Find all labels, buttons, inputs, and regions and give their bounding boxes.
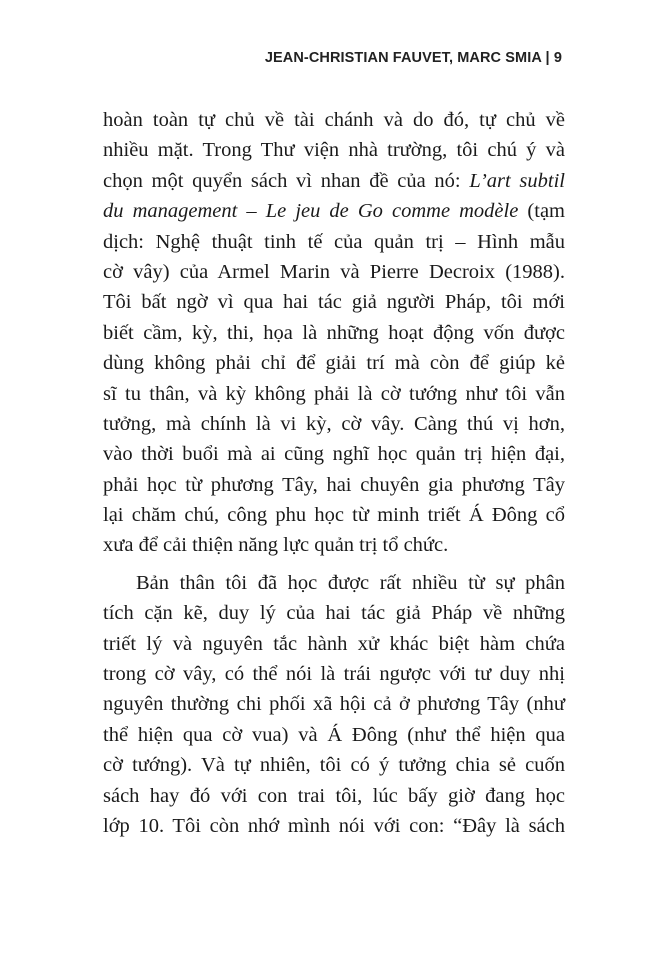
text-line: nguyên thường chi phối xã hội cả ở phương Tây (như [103, 693, 565, 716]
text-line: sách hay đó với con trai tôi, lúc bấy giờ đang học [103, 784, 565, 807]
paragraph-1 [103, 105, 565, 561]
text-line: Tôi bất ngờ vì qua hai tác giả người Pháp, tôi mới [103, 291, 565, 314]
book-title-italic: du management – Le jeu de Go comme modèle [103, 200, 519, 223]
text-line: dùng không phải chỉ để giải trí mà còn để giúp kẻ [103, 352, 565, 375]
paragraph-2 [103, 568, 565, 842]
text-line: trong cờ vây, có thể nói là trái ngược với tư duy nhị [103, 663, 565, 686]
text-line: xưa để cải thiện năng lực quản trị tổ chức. [103, 534, 449, 557]
body-text [103, 105, 565, 841]
running-head-authors: JEAN-CHRISTIAN FAUVET, MARC SMIA [264, 50, 542, 66]
text-line: tưởng, mà chính là vi kỳ, cờ vây. Càng thú vị hơn, [103, 412, 565, 435]
text-line: dịch: Nghệ thuật tinh tế của quản trị – Hình mẫu [103, 230, 565, 253]
text-line: hoàn toàn tự chủ về tài chánh và do đó, tự chủ về [103, 109, 565, 131]
text-line [103, 166, 565, 196]
running-head-separator: | [545, 50, 550, 66]
text-line: thể hiện qua cờ vua) và Á Đông (như thể hiện qua [103, 723, 565, 746]
text-line: phải học từ phương Tây, hai chuyên gia phương Tây [103, 473, 565, 496]
text-line: biết cầm, kỳ, thi, họa là những hoạt động vốn được [103, 321, 565, 344]
text-line: nhiều mặt. Trong Thư viện nhà trường, tôi chú ý và [103, 139, 565, 162]
text-line: tích cặn kẽ, duy lý của hai tác giả Pháp về những [103, 602, 565, 625]
text-segment: chọn một quyển sách vì nhan đề của nó: [103, 169, 470, 192]
text-line: sĩ tu thân, và kỳ không phải là cờ tướng như tôi vẫn [103, 382, 565, 405]
text-segment: (tạm [518, 200, 565, 223]
text-line: lại chăm chú, công phu học từ minh triết Á Đông cổ [103, 504, 565, 527]
book-title-italic: L’art subtil [469, 169, 565, 192]
text-line: vào thời buổi mà ai cũng nghĩ học quản trị hiện đại, [103, 443, 565, 466]
running-head [265, 50, 562, 66]
text-line: Bản thân tôi đã học được rất nhiều từ sự phân [136, 571, 565, 594]
text-line: cờ tướng). Và tự nhiên, tôi có ý tưởng chia sẻ cuốn [103, 754, 565, 777]
text-line: lớp 10. Tôi còn nhớ mình nói với con: “Đây là sách [103, 814, 565, 837]
text-line: triết lý và nguyên tắc hành xử khác biệt hàm chứa [103, 632, 565, 655]
text-line: cờ vây) của Armel Marin và Pierre Decroix (1988). [103, 260, 565, 283]
page-number: 9 [553, 50, 562, 66]
text-line [103, 196, 565, 226]
